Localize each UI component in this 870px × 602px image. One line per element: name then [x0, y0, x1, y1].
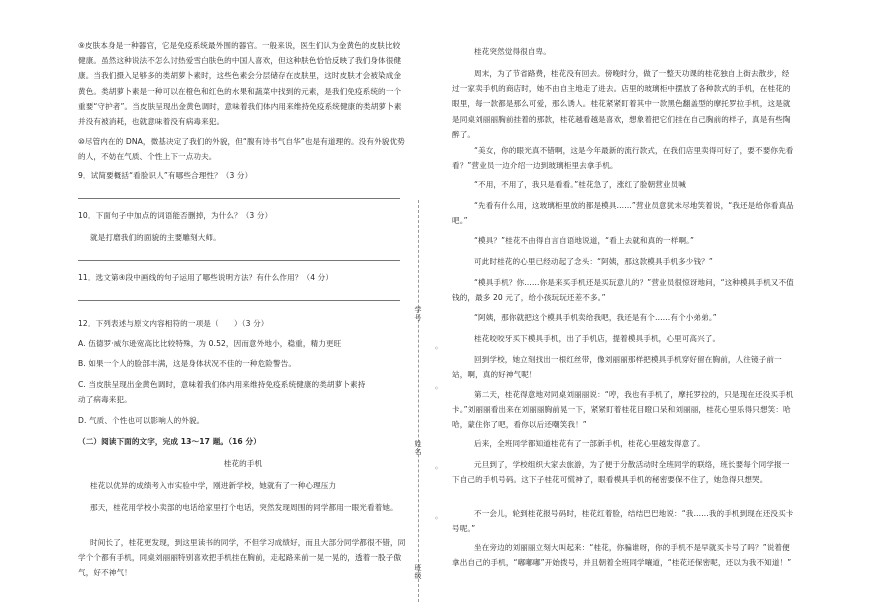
question-11: 11．选文第④段中画线的句子运用了哪些说明方法？有什么作用？（4 分） — [78, 273, 334, 282]
story-paragraph: “先看有什么用，这玻璃柜里放的都是模具……”营业员意犹未尽地笑着说，“我还是给你看真品吧。” — [452, 201, 794, 226]
answer-line — [78, 260, 400, 261]
option-d: D. 气质、个性也可以影响人的外貌。 — [78, 416, 205, 425]
binding-label-name: 姓名 — [414, 440, 422, 456]
paragraph-dna: ⑩尽管内在的 DNA，微基决定了我们的外貌，但“腹有诗书气自华”也是有道理的。没有外貌优势的人，不妨在气质、个性上下一点功夫。 — [78, 137, 405, 162]
binding-dot: ◦ — [434, 344, 439, 353]
answer-line — [78, 198, 400, 199]
story-paragraph: 周末，为了节省路费，桂花没有回去。傍晚时分，做了一整天功课的桂花独自上街去散步，经过一家卖手机的商店时，她不由自主地走了进去。店里的玻璃柜中摆放了各种款式的手机，在桂花的眼里，每一款都是那么可爱，那么诱人。桂花紧紧盯着其中一款黑色翻盖型的摩托罗拉手机，这是就是同桌刘丽丽胸前挂着的那款，桂花越看越是喜欢，想象着把它们挂在自己胸前的样子，真是有些陶醉了。 — [452, 69, 791, 139]
paragraph-skin: ⑨皮肤本身是一种器官，它是免疫系统最外围的器官。一般来说，医生们认为金黄色的皮肤比较健康。虽然这种说法不怎么讨热爱雪白肤色的中国人喜欢，但这种肤色恰恰反映了我们身体很健康。当我们摄入足够多的类胡萝卜素时，这些色素会分层储存在皮肤里，这时皮肤才会被染成金黄色。类胡萝卜素是一种可以在橙色和红色的水果和蔬菜中找到的元素，是我们免疫系统的一个重要“守护者”。当皮肤呈现出金黄色调时，意味着我们体内用来维持免疫系统健康的类胡萝卜素并没有被消耗，也就意味着没有病毒来犯。 — [78, 41, 402, 127]
story-paragraph: “不用，不用了，我只是看看。”桂花急了，涨红了脸朝营业员喊 — [474, 180, 686, 189]
story-paragraph: “模具？”桂花不由得自言自语地说道，“看上去就和真的一样啊。” — [474, 236, 695, 245]
story-paragraph: 桂花突然觉得很自卑。 — [474, 47, 551, 56]
story-paragraph: “美女，你的眼光真不错啊，这是今年最新的流行款式，在我们店里卖得可好了，要不要你先看看？”营业员一边介绍一边到玻璃柜里去拿手机。 — [452, 146, 794, 171]
question-12: 12．下列表述与原文内容相符的一项是（ ）（3 分） — [78, 319, 269, 328]
question-9: 9．试简要概括“看脸识人”有哪些合理性？（3 分） — [78, 171, 253, 180]
story-paragraph: 元旦到了，学校组织大家去旅游，为了便于分散活动时全班同学的联络，班长要每个同学报一下自己的手机号码。这下子桂花可慌神了，眼看模具手机的秘密要保不住了，她急得只想哭。 — [452, 460, 790, 485]
question-10: 10．下面句子中加点的词语能否删掉，为什么？（3 分） — [78, 211, 273, 220]
binding-dot: ◦ — [434, 464, 439, 473]
story-paragraph: 可此时桂花的心里已经动起了念头：“阿姨，那这款模具手机多少钱？” — [474, 257, 713, 266]
binding-label-class: 班级 — [414, 564, 422, 580]
story-paragraph: “阿姨，那你就把这个模具手机卖给我吧，我还是有个……有个小弟弟。” — [474, 313, 717, 322]
binding-dot: ◦ — [434, 384, 439, 393]
section-2-heading: （二）阅读下面的文字，完成 13～17 题。（16 分） — [78, 437, 261, 446]
option-a: A. 伍德罗·威尔逊宽高比比较特殊，为 0.52，因而意外地小，稳重，精力更旺 — [78, 339, 342, 348]
story-paragraph: 第二天，桂花得意地对同桌刘丽丽说：“哼，我也有手机了，摩托罗拉的，只是现在还没买手机卡。”刘丽丽看出来在刘丽丽胸前晃一下，紧紧盯着桂花目瞪口呆和刘丽丽，桂花心里乐得只想笑：哈哈，蒙住你了吧，看你以后还嘲笑我！” — [452, 390, 794, 430]
story-paragraph: “模具手机？你……你是来买手机还是买玩意儿的？”营业员很惊讶地问，“这种模具手机又不值钱的，最多 20 元了，给小孩玩玩还差不多。” — [452, 278, 794, 303]
option-b: B. 如果一个人的脸部丰满，这是身体状况不佳的一种危险警告。 — [78, 359, 297, 368]
story-paragraph: 后来，全班同学都知道桂花有了一部新手机，桂花心里越发得意了。 — [474, 439, 705, 448]
story-paragraph: 回到学校，她立刻找出一根红丝带，像刘丽丽那样把模具手机穿好留在胸前，人往镜子前一站，啊，真的好神气呢！ — [452, 355, 782, 380]
story-paragraph-2: 那天，桂花用学校小卖部的电话给家里打个电话，突然发现周围的同学都用一眼光看着她。 — [90, 503, 398, 512]
answer-line — [78, 300, 400, 301]
option-c: C. 当皮肤呈现出金黄色调时，意味着我们体内用来维持免疫系统健康的类胡萝卜素持 — [78, 380, 366, 389]
binding-dot: ◦ — [434, 514, 439, 523]
binding-line — [418, 200, 420, 602]
story-paragraph: 不一会儿，轮到桂花报号码时，桂花红着脸，结结巴巴地说：“我……我的手机到现在还没买卡号呢。” — [452, 509, 794, 534]
question-10-sentence: 就是打磨我们的面貌的主要雕刻大师。 — [90, 233, 221, 242]
option-c-continued: 动了病毒来犯。 — [78, 395, 132, 404]
story-title: 桂花的手机 — [223, 459, 263, 468]
story-paragraph: 桂花咬咬牙买下模具手机，出了手机店，提着模具手机，心里可高兴了。 — [474, 334, 721, 343]
binding-label-student-id: 学号 — [414, 306, 422, 322]
story-paragraph: 坐在旁边的刘丽丽立刻大叫起来：“桂花，你骗谁呀，你的手机不是早就买卡号了吗？”说着便拿出自己的手机，“嘟嘟嘟”开始拨号，并且朝着全班同学嚷道，“桂花还保密呢，还以为我不知道！” — [452, 543, 792, 568]
story-paragraph-1: 桂花以优异的成绩考入市实验中学，刚进新学校，她就有了一种心理压力 — [90, 481, 337, 490]
story-paragraph-3: 时间长了，桂花更发现，到这里读书的同学，不但学习成绩好，而且大部分同学都很不错，同学个个都有手机，同桌刘丽丽特别喜欢把手机挂在胸前，走起路来前一晃一晃的，透着一股子傲气，好不神气！ — [78, 538, 406, 577]
